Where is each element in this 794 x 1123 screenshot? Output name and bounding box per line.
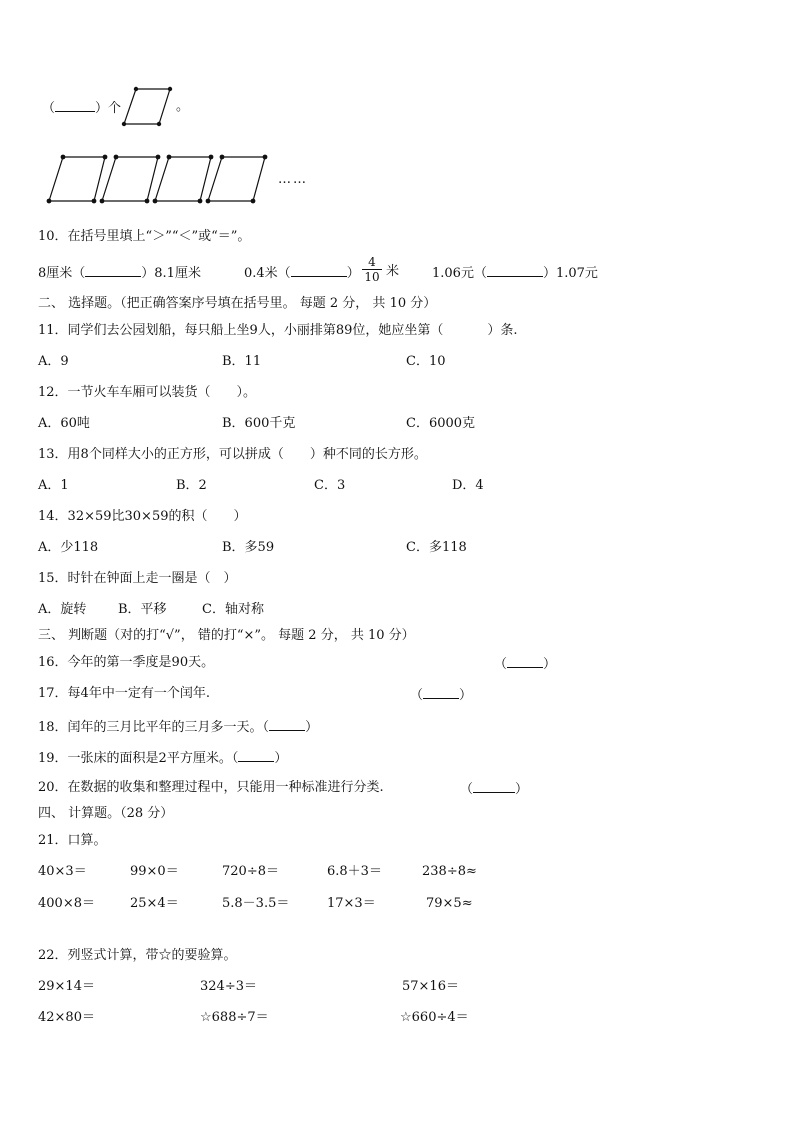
q20-statement: 20．在数据的收集和整理过程中，只能用一种标准进行分类. xyxy=(38,780,384,795)
q10-item-b: 0.4米（ ） xyxy=(244,266,360,281)
q17-answer-blank[interactable] xyxy=(423,686,459,699)
q19-statement: 19．一张床的面积是2平方厘米。（ ） xyxy=(38,751,288,766)
q16-statement: 16．今年的第一季度是90天。 xyxy=(38,655,215,670)
section-2-title: 二、 选择题。（把正确答案序号填在括号里。 每题 2 分， 共 10 分） xyxy=(38,296,437,311)
q21-r2-c4: 17×3＝ xyxy=(327,896,376,911)
q16-answer-paren: （ ） xyxy=(494,657,557,672)
q19-answer-blank[interactable] xyxy=(238,749,274,762)
q13-option-b[interactable]: B．2 xyxy=(176,478,207,493)
q15-stem: 15．时针在钟面上走一圈是（ ） xyxy=(38,571,237,586)
q22-title: 22．列竖式计算，带☆的要验算。 xyxy=(38,948,237,963)
q10-a-blank[interactable] xyxy=(85,264,141,277)
q10-item-c: 1.06元（ ）1.07元 xyxy=(432,266,598,281)
q10-b-blank[interactable] xyxy=(291,264,347,277)
q12-option-a[interactable]: A．60吨 xyxy=(38,416,90,431)
q12-stem: 12．一节火车车厢可以装货（ ）。 xyxy=(38,385,257,400)
q14-option-a[interactable]: A．少118 xyxy=(38,540,99,555)
single-parallelogram-figure xyxy=(115,82,175,130)
q16-answer-blank[interactable] xyxy=(507,655,543,668)
q13-stem: 13．用8个同样大小的正方形，可以拼成（ ）种不同的长方形。 xyxy=(38,447,427,462)
q21-r1-c2: 99×0＝ xyxy=(130,864,179,879)
q22-r1-c3: 57×16＝ xyxy=(402,979,459,994)
q22-r1-c1: 29×14＝ xyxy=(38,979,95,994)
q13-option-d[interactable]: D．4 xyxy=(452,478,484,493)
q21-r2-c2: 25×4＝ xyxy=(130,896,179,911)
q21-title: 21．口算。 xyxy=(38,833,107,848)
q13-option-a[interactable]: A．1 xyxy=(38,478,69,493)
q22-r2-c1: 42×80＝ xyxy=(38,1010,95,1025)
q14-option-b[interactable]: B．多59 xyxy=(222,540,275,555)
q15-option-a[interactable]: A．旋转 xyxy=(38,602,87,617)
parallelogram-row-figure xyxy=(40,148,276,210)
q9-answer-line: （ ）个 xyxy=(42,101,122,116)
q9-ellipsis: …… xyxy=(278,172,308,187)
q20-answer-paren: （ ） xyxy=(460,782,529,797)
q17-statement: 17．每4年中一定有一个闰年. xyxy=(38,686,210,701)
q10-fraction: $\frac{4}{10}$ xyxy=(362,255,382,284)
q12-option-b[interactable]: B．600千克 xyxy=(222,416,296,431)
q14-option-c[interactable]: C．多118 xyxy=(406,540,467,555)
q22-r2-c2: ☆688÷7＝ xyxy=(200,1010,269,1025)
q10-item-a: 8厘米（ ）8.1厘米 xyxy=(38,266,201,281)
q21-r2-c5: 79×5≈ xyxy=(426,896,473,911)
q22-r2-c3: ☆660÷4＝ xyxy=(400,1010,469,1025)
q10-b-unit: 米 xyxy=(386,264,400,279)
q17-answer-paren: （ ） xyxy=(410,688,473,703)
q21-r1-c1: 40×3＝ xyxy=(38,864,87,879)
q21-r1-c5: 238÷8≈ xyxy=(422,864,477,879)
q11-option-c[interactable]: C．10 xyxy=(406,354,446,369)
q9-period: 。 xyxy=(176,99,190,114)
q21-r2-c3: 5.8－3.5＝ xyxy=(222,896,290,911)
q11-option-b[interactable]: B．11 xyxy=(222,354,262,369)
q21-r1-c4: 6.8＋3＝ xyxy=(327,864,382,879)
q13-option-c[interactable]: C．3 xyxy=(314,478,346,493)
q20-answer-blank[interactable] xyxy=(473,780,515,793)
q11-option-a[interactable]: A．9 xyxy=(38,354,69,369)
q22-r1-c2: 324÷3＝ xyxy=(200,979,257,994)
q14-stem: 14．32×59比30×59的积（ ） xyxy=(38,509,247,524)
section-3-title: 三、 判断题（对的打“√”， 错的打“×”。 每题 2 分， 共 10 分） xyxy=(38,628,415,643)
q21-r1-c3: 720÷8＝ xyxy=(222,864,279,879)
q9-answer-blank[interactable] xyxy=(55,99,95,112)
q11-stem: 11．同学们去公园划船，每只船上坐9人，小丽排第89位，她应坐第（ ）条. xyxy=(38,323,518,338)
q10-c-blank[interactable] xyxy=(487,264,543,277)
q15-option-b[interactable]: B．平移 xyxy=(118,602,167,617)
q15-option-c[interactable]: C．轴对称 xyxy=(202,602,264,617)
q12-option-c[interactable]: C．6000克 xyxy=(406,416,476,431)
q21-r2-c1: 400×8＝ xyxy=(38,896,95,911)
q18-statement: 18．闰年的三月比平年的三月多一天。（ ） xyxy=(38,720,319,735)
q10-title: 10．在括号里填上“＞”“＜”或“＝”。 xyxy=(38,229,251,244)
section-4-title: 四、 计算题。（28 分） xyxy=(38,806,174,821)
q18-answer-blank[interactable] xyxy=(269,718,305,731)
